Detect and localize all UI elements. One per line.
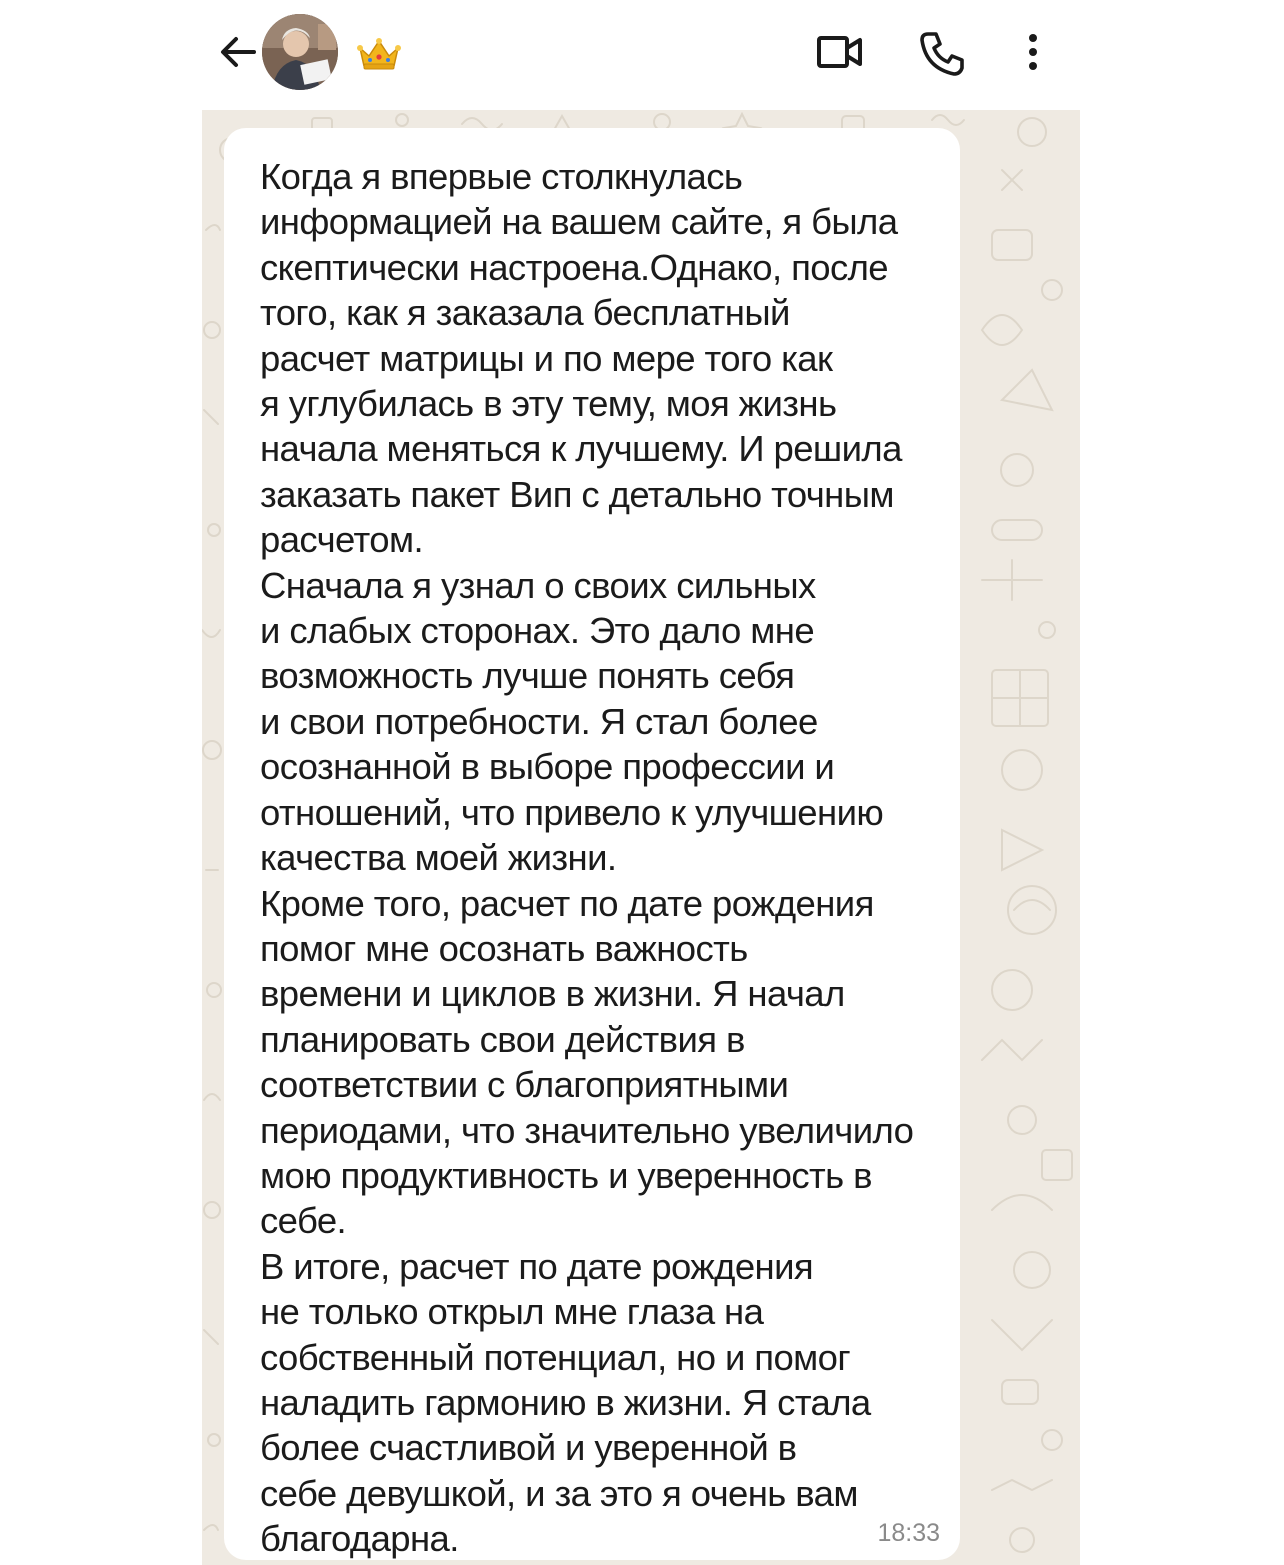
avatar[interactable] [262,14,338,90]
chat-header [202,0,1080,110]
message-text: Когда я впервые столкнулась информацией на вашем сайте, я была скептически настроена.Однако, после того, как я заказала бесплатный расчет матрицы и по мере того как я углубилась в эту тему, моя жизнь начала меняться к лучшему. И решила заказать пакет Вип с детально точным расчетом. Сначала я узнал о своих сильных и слабых сторонах. Это дало мне возможность лучше понять себя и свои потребности. Я стал более осознанной в выборе профессии и отношений, что привело к улучшению качества моей жизни. Кроме того, расчет по дате рождения помог мне осознать важность времени и циклов в жизни. Я начал планировать свои действия в соответствии с благоприятными периодами, что значительно увеличило мою продуктивность и уверенность в себе. В итоге, расчет по дате рождения не только открыл мне глаза на собственный потенциал, но и помог наладить гармонию в жизни. Я стала более счастливой и уверенной в себе девушкой, и за это я очень вам благодарна. [260,156,914,1560]
message-bubble[interactable] [224,128,960,1560]
chat-background [202,110,1080,1565]
video-camera-icon[interactable] [816,30,864,74]
arrow-left-icon[interactable] [216,30,260,74]
more-vertical-icon[interactable] [1020,30,1046,74]
message-timestamp: 18:33 [877,1519,940,1547]
phone-icon[interactable] [918,28,968,78]
crown-icon [356,36,402,72]
